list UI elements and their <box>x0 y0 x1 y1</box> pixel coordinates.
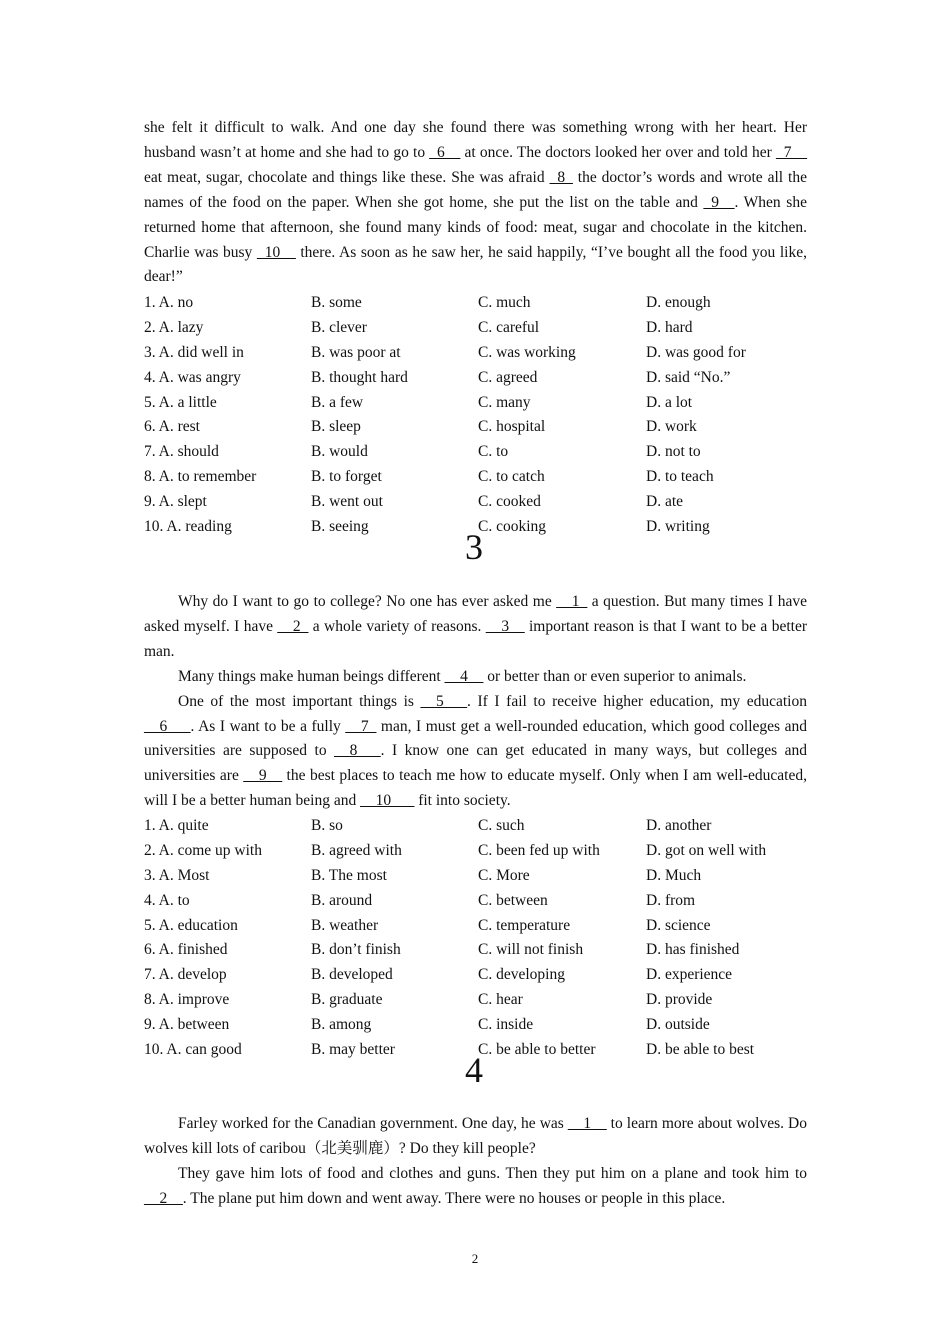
option-b: B. graduate <box>311 991 383 1009</box>
text: she felt it difficult to walk. And one day she found there was something wrong with her heart. Her husband wasn’t at home and she had to go to <box>144 119 807 161</box>
section4-paragraph-1 <box>144 1112 807 1162</box>
section3-options <box>144 814 824 1063</box>
option-b: B. The most <box>311 866 387 884</box>
text: or better than or even superior to animals. <box>483 667 747 685</box>
option-a: 2. A. come up with <box>144 841 262 859</box>
option-b: B. among <box>311 1016 372 1034</box>
section-number-4: 4 <box>465 1050 483 1090</box>
option-b: B. to forget <box>311 468 382 486</box>
option-d: D. work <box>646 418 697 436</box>
blank-7: __7_ <box>345 717 377 735</box>
option-a: 10. A. can good <box>144 1041 242 1059</box>
option-row <box>144 914 824 939</box>
option-c: C. careful <box>478 318 540 336</box>
option-c: C. much <box>478 294 531 311</box>
option-a: 3. A. Most <box>144 866 210 884</box>
text: . The plane put him down and went away. There were no houses or people in this place. <box>182 1189 726 1207</box>
text: fit into society. <box>414 792 511 810</box>
text: . When she returned home that afternoon, she found many kinds of food: meat, sugar and chocolate in the kitchen. Charlie was busy <box>144 193 807 261</box>
blank-9: __9__ <box>243 767 283 785</box>
blank-10: __10___ <box>360 792 415 810</box>
blank-1: __1_ <box>556 593 588 610</box>
section4-paragraph-2 <box>144 1162 807 1212</box>
option-d: D. said “No.” <box>646 368 731 386</box>
text: the best places to teach me how to educate myself. Only when I am well-educated, will I be a better human being and <box>144 767 807 810</box>
option-row <box>144 490 824 515</box>
option-a: 4. A. was angry <box>144 368 241 386</box>
option-row <box>144 440 824 465</box>
blank-5: __5___ <box>420 692 468 710</box>
option-c: C. to catch <box>478 468 545 486</box>
blank-8: _8_ <box>549 168 573 186</box>
option-b: B. sleep <box>311 418 361 436</box>
option-c: C. developing <box>478 966 565 984</box>
option-d: D. has finished <box>646 941 740 959</box>
option-d: D. outside <box>646 1016 710 1034</box>
option-row <box>144 938 824 963</box>
text: at once. The doctors looked her over and told her <box>460 143 776 161</box>
option-row <box>144 465 824 490</box>
option-row <box>144 1013 824 1038</box>
option-c: C. many <box>478 393 531 411</box>
blank-7: _7__ <box>776 143 807 161</box>
option-c: C. to <box>478 443 509 461</box>
option-b: B. went out <box>311 493 383 511</box>
option-b: B. clever <box>311 318 367 336</box>
text: Many things make human beings different <box>178 667 445 685</box>
option-row <box>144 291 824 316</box>
blank-10: _10__ <box>256 243 296 261</box>
option-b: B. would <box>311 443 368 461</box>
blank-1: __1__ <box>567 1115 607 1132</box>
section-number-3: 3 <box>465 527 483 567</box>
option-d: D. not to <box>646 443 701 461</box>
option-b: B. seeing <box>311 518 369 536</box>
option-a: 4. A. to <box>144 891 190 909</box>
option-c: C. been fed up with <box>478 841 600 859</box>
option-row <box>144 1038 824 1063</box>
option-d: D. got on well with <box>646 841 767 859</box>
option-b: B. some <box>311 294 362 311</box>
option-b: B. don’t finish <box>311 941 401 959</box>
blank-3: __3__ <box>485 617 525 635</box>
option-c: C. More <box>478 866 530 884</box>
option-d: D. Much <box>646 866 702 884</box>
option-row <box>144 963 824 988</box>
option-a: 1. A. no <box>144 294 194 311</box>
text: . If I fail to receive higher education, my education <box>467 692 807 710</box>
option-b: B. so <box>311 817 343 834</box>
option-c: C. hear <box>478 991 523 1009</box>
option-a: 3. A. did well in <box>144 343 244 361</box>
option-c: C. such <box>478 817 525 834</box>
option-c: C. hospital <box>478 418 546 436</box>
option-row <box>144 864 824 889</box>
option-d: D. enough <box>646 294 711 311</box>
option-a: 6. A. rest <box>144 418 200 436</box>
option-row <box>144 341 824 366</box>
text: . As I want to be a fully <box>190 717 346 735</box>
section3-paragraph-2 <box>144 665 807 690</box>
option-b: B. around <box>311 891 373 909</box>
option-row <box>144 415 824 440</box>
option-c: C. cooking <box>478 518 547 536</box>
blank-2: __2__ <box>144 1189 183 1207</box>
text: man, I must get a well-rounded education, which good colleges and universities are supposed to <box>144 717 807 760</box>
option-b: B. may better <box>311 1041 395 1059</box>
blank-4: __4__ <box>444 667 484 685</box>
blank-9: _9__ <box>703 193 735 211</box>
option-a: 8. A. to remember <box>144 468 257 486</box>
text: to learn more about wolves. Do wolves kill lots of caribou（北美驯鹿）? Do they kill people? <box>144 1115 807 1157</box>
option-d: D. was good for <box>646 343 746 361</box>
option-d: D. provide <box>646 991 713 1009</box>
option-a: 2. A. lazy <box>144 318 204 336</box>
option-a: 5. A. a little <box>144 393 217 411</box>
section3-paragraph-1 <box>144 590 807 665</box>
option-d: D. hard <box>646 318 693 336</box>
option-a: 10. A. reading <box>144 518 232 536</box>
text: the doctor’s words and wrote all the names of the food on the paper. When she got home, she put the list on the table and <box>144 168 807 211</box>
option-c: C. cooked <box>478 493 541 511</box>
option-d: D. science <box>646 916 711 934</box>
option-d: D. from <box>646 891 696 909</box>
option-row <box>144 988 824 1013</box>
option-row <box>144 889 824 914</box>
text: eat meat, sugar, chocolate and things like these. She was afraid <box>144 168 550 186</box>
blank-8: __8___ <box>334 742 381 760</box>
passage2-paragraph <box>144 116 807 290</box>
option-a: 8. A. improve <box>144 991 230 1009</box>
text: Why do I want to go to college? No one has ever asked me <box>178 593 557 610</box>
option-row <box>144 366 824 391</box>
option-row <box>144 391 824 416</box>
text: there. As soon as he saw her, he said happily, “I’ve bought all the food you like, dear!” <box>144 243 807 286</box>
option-d: D. writing <box>646 518 710 536</box>
option-b: B. agreed with <box>311 841 402 859</box>
option-b: B. weather <box>311 916 379 934</box>
option-b: B. was poor at <box>311 343 401 361</box>
text: a whole variety of reasons. <box>308 617 486 635</box>
option-d: D. ate <box>646 493 684 511</box>
option-a: 6. A. finished <box>144 941 228 959</box>
section3-paragraph-3 <box>144 690 807 815</box>
blank-6: _6__ <box>429 143 461 161</box>
option-d: D. experience <box>646 966 733 984</box>
option-b: B. developed <box>311 966 393 984</box>
option-b: B. thought hard <box>311 368 408 386</box>
option-d: D. to teach <box>646 468 714 486</box>
option-d: D. another <box>646 817 712 834</box>
passage2-options <box>144 291 824 540</box>
option-c: C. between <box>478 891 548 909</box>
option-a: 7. A. should <box>144 443 219 461</box>
option-row <box>144 814 824 839</box>
option-a: 9. A. slept <box>144 493 207 511</box>
option-a: 9. A. between <box>144 1016 230 1034</box>
option-a: 1. A. quite <box>144 817 209 834</box>
page-number: 2 <box>471 1251 479 1266</box>
text: important reason is that I want to be a better man. <box>144 617 807 660</box>
option-row <box>144 839 824 864</box>
option-c: C. inside <box>478 1016 534 1034</box>
option-c: C. agreed <box>478 368 538 386</box>
blank-2: __2_ <box>277 617 309 635</box>
option-a: 5. A. education <box>144 916 238 934</box>
option-c: C. temperature <box>478 916 571 934</box>
option-c: C. was working <box>478 343 576 361</box>
option-row <box>144 515 824 540</box>
option-row <box>144 316 824 341</box>
text: a question. But many times I have asked myself. I have <box>144 593 807 635</box>
text: They gave him lots of food and clothes and guns. Then they put him on a plane and took him to <box>178 1164 807 1182</box>
text: . I know one can get educated in many ways, but colleges and universities are <box>144 742 807 785</box>
text: Farley worked for the Canadian government. One day, he was <box>178 1115 568 1132</box>
blank-6: __6___ <box>144 717 191 735</box>
option-d: D. a lot <box>646 393 693 411</box>
option-b: B. a few <box>311 393 364 411</box>
option-c: C. will not finish <box>478 941 584 959</box>
option-d: D. be able to best <box>646 1041 755 1059</box>
option-c: C. be able to better <box>478 1041 596 1059</box>
option-a: 7. A. develop <box>144 966 227 984</box>
text: One of the most important things is <box>178 692 421 710</box>
